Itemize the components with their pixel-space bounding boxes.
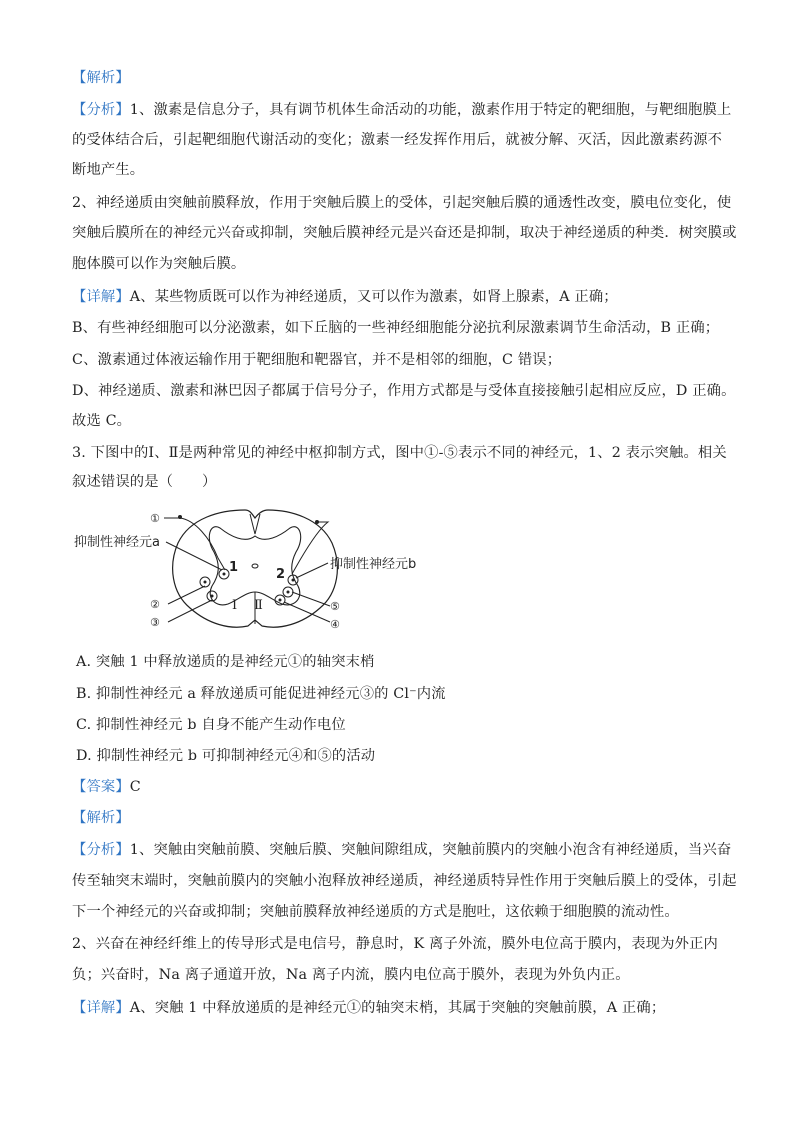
spinal-cord-figure <box>74 508 430 638</box>
label-inhibitory-b: 抑制性神经元b <box>330 557 417 572</box>
analysis-line: 1、激素是信息分子，具有调节机体生命活动的功能，激素作用于特定的靶细胞，与靶细胞膜上 <box>129 102 732 118</box>
detail-line: B、有些神经细胞可以分泌激素，如下丘脑的一些神经细胞能分泌抗利尿激素调节生命活动，B 正确； <box>72 320 720 336</box>
leader-line <box>168 586 205 604</box>
analysis-line: 传至轴突末端时，突触前膜内的突触小泡释放神经递质，神经递质特异性作用于突触后膜上的受体，引起 <box>72 873 737 889</box>
detail-line: C、激素通过体液运输作用于靶细胞和靶器官，并不是相邻的细胞，C 错误； <box>72 352 562 368</box>
detail-tag: 【详解】 <box>72 1000 130 1016</box>
analysis-tag: 【分析】 <box>72 102 130 118</box>
analysis-line: 胞体膜可以作为突触后膜。 <box>72 256 246 272</box>
detail-paragraph <box>72 287 732 307</box>
analysis-paragraph-1 <box>72 840 732 860</box>
fiber-ending <box>178 515 182 519</box>
option-c: C. 抑制性神经元 b 自身不能产生动作电位 <box>76 717 346 733</box>
analysis-line: 突触后膜所在的神经元兴奋或抑制，突触后膜神经元是兴奋还是抑制，取决于神经递质的种类．树突膜或 <box>72 225 737 241</box>
label-mode-I: Ⅰ <box>232 598 238 613</box>
answer-line <box>72 777 732 797</box>
analysis-paragraph-1 <box>72 100 732 120</box>
neuron-2-cell <box>200 577 210 587</box>
detail-tag: 【详解】 <box>72 289 130 305</box>
question-stem: 3. 下图中的Ⅰ、Ⅱ是两种常见的神经中枢抑制方式，图中①-⑤表示不同的神经元，1、2 表示突触。相关 <box>72 445 727 461</box>
detail-line: A、突触 1 中释放递质的是神经元①的轴突末梢，其属于突触的突触前膜，A 正确； <box>129 1000 666 1016</box>
analysis-line: 的受体结合后，引起靶细胞代谢活动的变化；激素一经发挥作用后，就被分解、灭活，因此激素药源不 <box>72 132 723 148</box>
label-neuron-4: ④ <box>330 618 340 631</box>
analysis-line: 1、突触由突触前膜、突触后膜、突触间隙组成，突触前膜内的突触小泡含有神经递质，当兴奋 <box>129 842 732 858</box>
analysis-line: 2、神经递质由突触前膜释放，作用于突触后膜上的受体，引起突触后膜的通透性改变，膜电位变化，使 <box>72 195 732 211</box>
detail-line: A、某些物质既可以作为神经递质，又可以作为激素，如肾上腺素，A 正确； <box>129 289 618 305</box>
analysis-tag: 【分析】 <box>72 842 130 858</box>
leader-line <box>296 563 328 578</box>
option-b: B. 抑制性神经元 a 释放递质可能促进神经元③的 Cl⁻内流 <box>76 686 446 702</box>
conclusion-line: 故选 C。 <box>72 413 132 429</box>
analysis-line: 负；兴奋时，Na 离子通道开放，Na 离子内流，膜内电位高于膜外，表现为外负内正。 <box>72 967 630 983</box>
label-neuron-5: ⑤ <box>330 600 340 613</box>
answer-value: C <box>129 779 141 795</box>
analysis-line: 断地产生。 <box>72 162 145 178</box>
option-a: A. 突触 1 中释放递质的是神经元①的轴突末梢 <box>76 654 375 670</box>
detail-paragraph <box>72 998 732 1018</box>
label-neuron-1: ① <box>150 512 160 525</box>
label-neuron-3: ③ <box>150 616 160 629</box>
analysis-line: 下一个神经元的兴奋或抑制；突触前膜释放神经递质的方式是胞吐，这依赖于细胞膜的流动性。 <box>72 904 679 920</box>
label-synapse-2: 2 <box>276 567 286 582</box>
option-d: D. 抑制性神经元 b 可抑制神经元④和⑤的活动 <box>76 748 376 764</box>
answer-tag: 【答案】 <box>72 779 130 795</box>
neuron-5-cell <box>283 587 293 597</box>
inhibitory-neuron-a-cell <box>219 569 229 579</box>
question-stem: 叙述错误的是（ ） <box>72 474 217 490</box>
label-inhibitory-a: 抑制性神经元a <box>74 535 160 550</box>
central-canal <box>252 564 258 568</box>
analysis-heading: 【解析】 <box>72 70 130 86</box>
spinal-cord-diagram <box>74 508 430 638</box>
input-fiber-left <box>168 518 225 570</box>
analysis-line: 2、兴奋在神经纤维上的传导形式是电信号，静息时，K 离子外流，膜外电位高于膜内，表现为外正内 <box>72 936 718 952</box>
label-synapse-1: 1 <box>229 560 239 575</box>
fiber-ending <box>315 520 319 524</box>
analysis-heading: 【解析】 <box>72 810 130 826</box>
label-neuron-2: ② <box>150 598 160 611</box>
detail-line: D、神经递质、激素和淋巴因子都属于信号分子，作用方式都是与受体直接接触引起相应反应，D 正确。 <box>72 383 736 399</box>
label-mode-II: Ⅱ <box>254 598 263 613</box>
